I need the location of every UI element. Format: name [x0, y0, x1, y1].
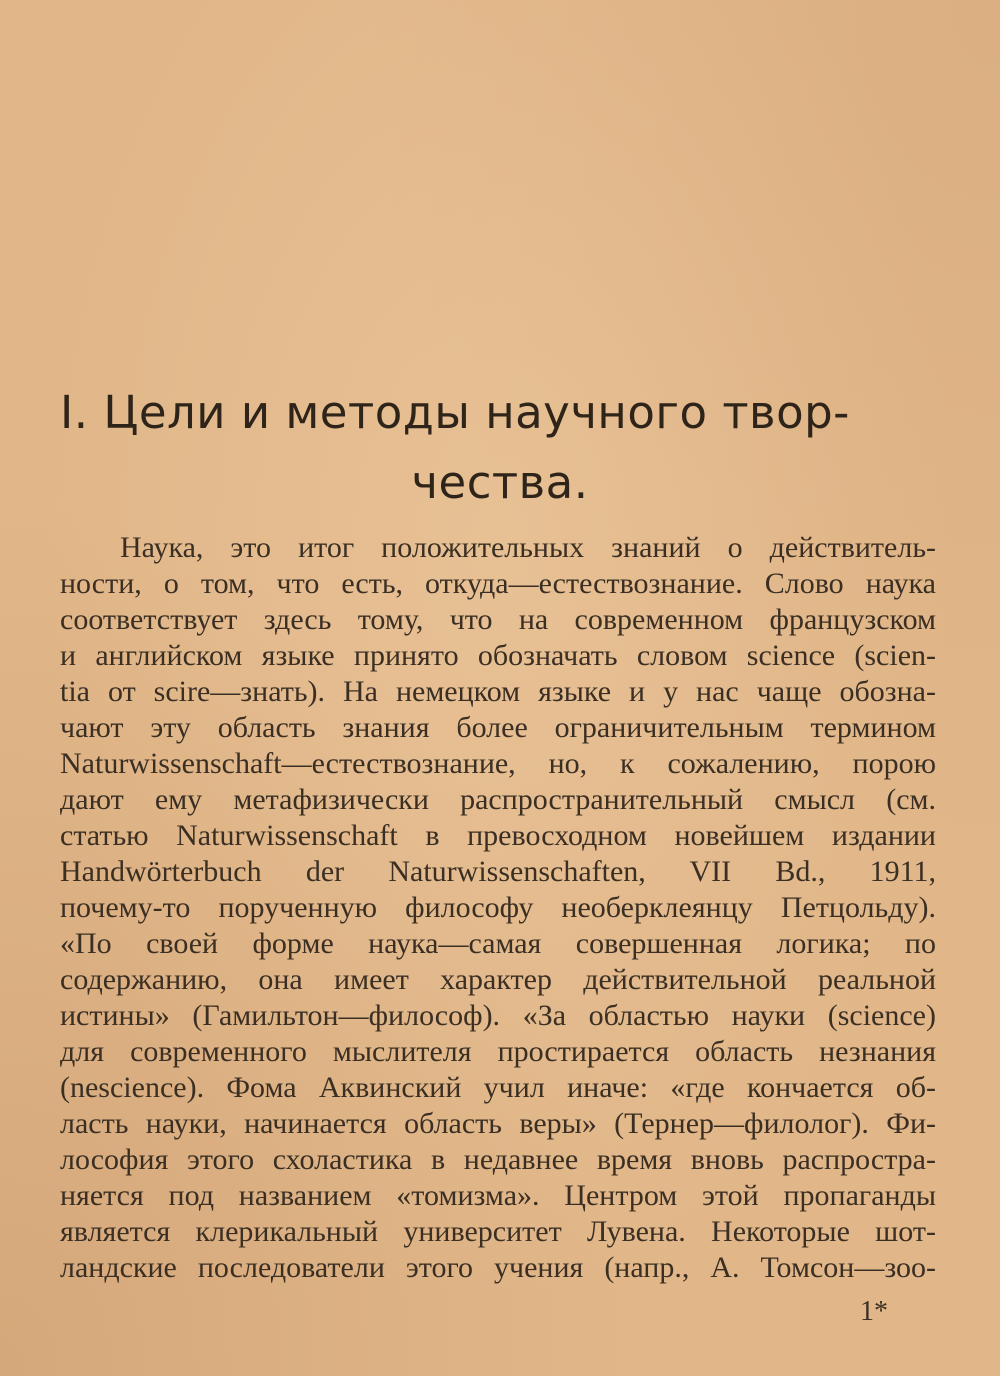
- text-line: Naturwissenschaft—естествознание, но, к сожалению, порою: [60, 747, 936, 780]
- text-line: является клерикальный университет Лувена. Некоторые шот-: [60, 1215, 936, 1248]
- text-line: няется под названием «томизма». Центром этой пропаганды: [60, 1179, 936, 1212]
- text-line: Handwörterbuch der Naturwissenschaften, VII Bd., 1911,: [60, 855, 936, 888]
- text-line: почему-то порученную философу необерклеянцу Петцольду).: [60, 891, 936, 924]
- body-text: [60, 530, 936, 1286]
- page-number: 1*: [860, 1296, 888, 1327]
- text-line: и английском языке принято обозначать словом science (scien-: [60, 639, 936, 672]
- chapter-title-line-1: I. Цели и методы научного твор-: [60, 386, 850, 439]
- text-line: ландские последователи этого учения (напр., А. Томсон—зоо-: [60, 1251, 936, 1284]
- text-line: истины» (Гамильтон—философ). «За областью науки (science): [60, 999, 936, 1032]
- text-line: чают эту область знания более ограничительным термином: [60, 711, 936, 744]
- text-line: ности, о том, что есть, откуда—естествознание. Слово наука: [60, 567, 936, 600]
- chapter-title: [60, 378, 940, 518]
- text-line: содержанию, она имеет характер действительной реальной: [60, 963, 936, 996]
- text-line: для современного мыслителя простирается область незнания: [60, 1035, 936, 1068]
- text-line: ласть науки, начинается область веры» (Тернер—филолог). Фи-: [60, 1107, 936, 1140]
- chapter-title-line-2: чества.: [411, 456, 589, 509]
- text-line: tia от scire—знать). На немецком языке и у нас чаще обозна-: [60, 675, 936, 708]
- text-line: (nescience). Фома Аквинский учил иначе: «где кончается об-: [60, 1071, 936, 1104]
- text-line: статью Naturwissenschaft в превосходном новейшем издании: [60, 819, 936, 852]
- text-line: «По своей форме наука—самая совершенная логика; по: [60, 927, 936, 960]
- text-line: Наука, это итог положительных знаний о действитель-: [120, 531, 936, 564]
- text-line: соответствует здесь тому, что на современном французском: [60, 603, 936, 636]
- text-line: дают ему метафизически распространительный смысл (см.: [60, 783, 936, 816]
- text-line: лософия этого схоластика в недавнее время вновь распростра-: [60, 1143, 936, 1176]
